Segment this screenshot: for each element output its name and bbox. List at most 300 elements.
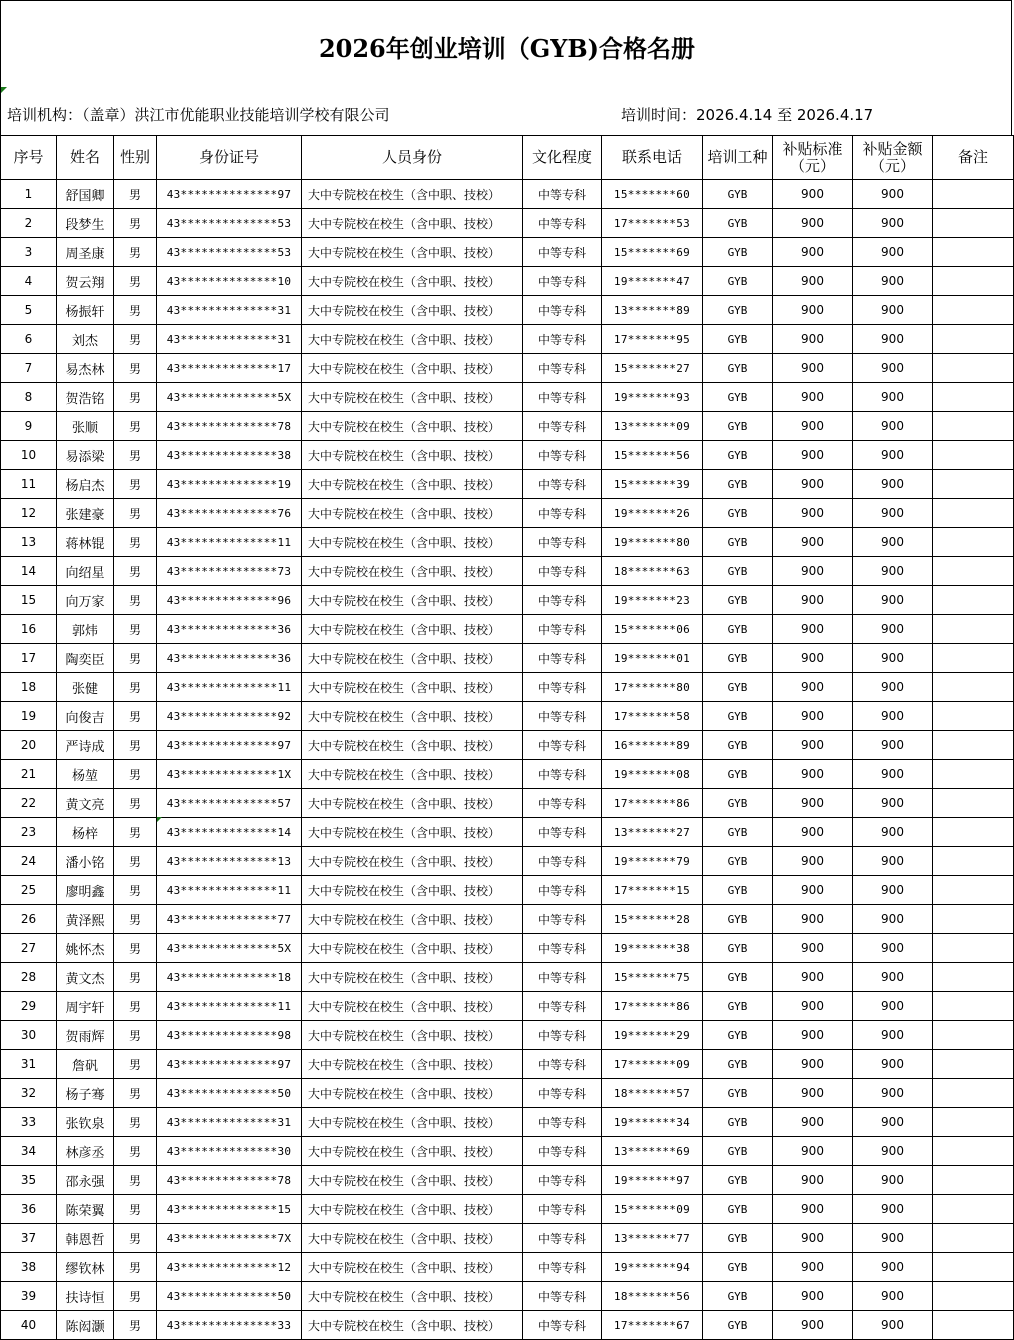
cell-subsidy-amount: 900 (853, 470, 933, 499)
cell-role: 大中专院校在校生（含中职、技校） (302, 180, 523, 209)
cell-role: 大中专院校在校生（含中职、技校） (302, 209, 523, 238)
cell-no: 1 (1, 180, 57, 209)
cell-education: 中等专科 (523, 470, 602, 499)
roster-body (1, 180, 1014, 1340)
cell-education: 中等专科 (523, 1021, 602, 1050)
cell-remarks (933, 1282, 1014, 1311)
cell-name: 黄泽熙 (57, 905, 114, 934)
cell-name: 邵永强 (57, 1166, 114, 1195)
cell-no: 37 (1, 1224, 57, 1253)
cell-name: 廖明鑫 (57, 876, 114, 905)
cell-role: 大中专院校在校生（含中职、技校） (302, 963, 523, 992)
cell-remarks (933, 1253, 1014, 1282)
cell-no: 22 (1, 789, 57, 818)
cell-sex: 男 (114, 528, 157, 557)
cell-phone: 15*******60 (602, 180, 703, 209)
cell-role: 大中专院校在校生（含中职、技校） (302, 325, 523, 354)
cell-sex: 男 (114, 383, 157, 412)
cell-subsidy-standard: 900 (773, 934, 853, 963)
cell-phone: 19*******08 (602, 760, 703, 789)
cell-education: 中等专科 (523, 325, 602, 354)
cell-training-type: GYB (703, 325, 773, 354)
cell-education: 中等专科 (523, 789, 602, 818)
cell-remarks (933, 1311, 1014, 1340)
cell-phone: 19*******38 (602, 934, 703, 963)
cell-training-type: GYB (703, 1166, 773, 1195)
cell-education: 中等专科 (523, 1108, 602, 1137)
cell-phone: 18*******63 (602, 557, 703, 586)
cell-no: 9 (1, 412, 57, 441)
cell-role: 大中专院校在校生（含中职、技校） (302, 702, 523, 731)
cell-training-type: GYB (703, 1079, 773, 1108)
cell-remarks (933, 992, 1014, 1021)
cell-subsidy-amount: 900 (853, 528, 933, 557)
cell-sex: 男 (114, 847, 157, 876)
cell-training-type: GYB (703, 499, 773, 528)
cell-no: 19 (1, 702, 57, 731)
cell-name: 陈荣翼 (57, 1195, 114, 1224)
cell-phone: 19*******97 (602, 1166, 703, 1195)
cell-remarks (933, 354, 1014, 383)
cell-subsidy-standard: 900 (773, 702, 853, 731)
cell-no: 10 (1, 441, 57, 470)
cell-name: 詹矾 (57, 1050, 114, 1079)
cell-role: 大中专院校在校生（含中职、技校） (302, 934, 523, 963)
cell-training-type: GYB (703, 876, 773, 905)
cell-sex: 男 (114, 702, 157, 731)
roster-table (0, 135, 1014, 1340)
cell-subsidy-amount: 900 (853, 586, 933, 615)
cell-phone: 19*******23 (602, 586, 703, 615)
cell-id-number: 43**************11 (157, 876, 302, 905)
cell-subsidy-amount: 900 (853, 789, 933, 818)
cell-training-type: GYB (703, 1253, 773, 1282)
cell-no: 26 (1, 905, 57, 934)
training-period: 培训时间：2026.4.14 至 2026.4.17 (621, 106, 874, 124)
cell-phone: 17*******80 (602, 673, 703, 702)
cell-name: 向绍星 (57, 557, 114, 586)
cell-phone: 15*******27 (602, 354, 703, 383)
cell-sex: 男 (114, 441, 157, 470)
cell-role: 大中专院校在校生（含中职、技校） (302, 847, 523, 876)
cell-training-type: GYB (703, 528, 773, 557)
cell-role: 大中专院校在校生（含中职、技校） (302, 818, 523, 847)
cell-subsidy-standard: 900 (773, 963, 853, 992)
table-row (1, 934, 1014, 963)
cell-remarks (933, 1224, 1014, 1253)
cell-training-type: GYB (703, 1108, 773, 1137)
cell-id-number: 43**************77 (157, 905, 302, 934)
cell-training-type: GYB (703, 586, 773, 615)
cell-training-type: GYB (703, 934, 773, 963)
cell-no: 4 (1, 267, 57, 296)
cell-subsidy-amount: 900 (853, 1253, 933, 1282)
cell-no: 35 (1, 1166, 57, 1195)
cell-education: 中等专科 (523, 644, 602, 673)
cell-training-type: GYB (703, 209, 773, 238)
cell-education: 中等专科 (523, 296, 602, 325)
cell-name: 扶诗恒 (57, 1282, 114, 1311)
cell-subsidy-amount: 900 (853, 296, 933, 325)
table-row (1, 1050, 1014, 1079)
cell-subsidy-amount: 900 (853, 557, 933, 586)
cell-role: 大中专院校在校生（含中职、技校） (302, 383, 523, 412)
cell-subsidy-amount: 900 (853, 934, 933, 963)
cell-subsidy-standard: 900 (773, 557, 853, 586)
cell-role: 大中专院校在校生（含中职、技校） (302, 528, 523, 557)
cell-id-number: 43**************17 (157, 354, 302, 383)
header-row (1, 136, 1014, 180)
cell-id-number: 43**************97 (157, 731, 302, 760)
cell-subsidy-standard: 900 (773, 180, 853, 209)
cell-sex: 男 (114, 180, 157, 209)
cell-sex: 男 (114, 1137, 157, 1166)
cell-role: 大中专院校在校生（含中职、技校） (302, 644, 523, 673)
cell-no: 24 (1, 847, 57, 876)
cell-id-number: 43**************36 (157, 615, 302, 644)
cell-remarks (933, 673, 1014, 702)
cell-sex: 男 (114, 644, 157, 673)
cell-remarks (933, 238, 1014, 267)
cell-name: 林彦丞 (57, 1137, 114, 1166)
cell-remarks (933, 644, 1014, 673)
cell-subsidy-amount: 900 (853, 412, 933, 441)
cell-training-type: GYB (703, 1282, 773, 1311)
cell-subsidy-standard: 900 (773, 1282, 853, 1311)
cell-remarks (933, 1079, 1014, 1108)
cell-phone: 19*******47 (602, 267, 703, 296)
col-header-id: 身份证号 (157, 136, 302, 180)
cell-subsidy-standard: 900 (773, 992, 853, 1021)
title-box (0, 0, 1012, 90)
cell-no: 27 (1, 934, 57, 963)
cell-no: 34 (1, 1137, 57, 1166)
cell-sex: 男 (114, 1108, 157, 1137)
cell-sex: 男 (114, 760, 157, 789)
cell-phone: 13*******09 (602, 412, 703, 441)
cell-role: 大中专院校在校生（含中职、技校） (302, 238, 523, 267)
cell-phone: 13*******77 (602, 1224, 703, 1253)
cell-education: 中等专科 (523, 1137, 602, 1166)
cell-phone: 15*******39 (602, 470, 703, 499)
cell-remarks (933, 383, 1014, 412)
cell-no: 20 (1, 731, 57, 760)
cell-no: 2 (1, 209, 57, 238)
cell-no: 21 (1, 760, 57, 789)
cell-name: 易添梁 (57, 441, 114, 470)
cell-subsidy-amount: 900 (853, 876, 933, 905)
cell-phone: 19*******34 (602, 1108, 703, 1137)
cell-name: 易杰林 (57, 354, 114, 383)
cell-subsidy-amount: 900 (853, 238, 933, 267)
cell-remarks (933, 615, 1014, 644)
cell-sex: 男 (114, 1253, 157, 1282)
cell-subsidy-amount: 900 (853, 441, 933, 470)
cell-remarks (933, 789, 1014, 818)
cell-no: 13 (1, 528, 57, 557)
col-header-education: 文化程度 (523, 136, 602, 180)
cell-sex: 男 (114, 1282, 157, 1311)
table-row (1, 1108, 1014, 1137)
cell-id-number: 43**************15 (157, 1195, 302, 1224)
cell-subsidy-amount: 900 (853, 1311, 933, 1340)
cell-name: 周圣康 (57, 238, 114, 267)
cell-training-type: GYB (703, 847, 773, 876)
cell-remarks (933, 557, 1014, 586)
cell-sex: 男 (114, 238, 157, 267)
cell-phone: 15*******06 (602, 615, 703, 644)
cell-education: 中等专科 (523, 499, 602, 528)
cell-sex: 男 (114, 209, 157, 238)
cell-name: 张建豪 (57, 499, 114, 528)
table-row (1, 470, 1014, 499)
cell-name: 缪钦林 (57, 1253, 114, 1282)
cell-role: 大中专院校在校生（含中职、技校） (302, 1137, 523, 1166)
cell-subsidy-standard: 900 (773, 325, 853, 354)
cell-training-type: GYB (703, 238, 773, 267)
cell-remarks (933, 267, 1014, 296)
cell-id-number: 43**************73 (157, 557, 302, 586)
cell-education: 中等专科 (523, 615, 602, 644)
cell-phone: 17*******86 (602, 789, 703, 818)
cell-subsidy-standard: 900 (773, 1166, 853, 1195)
cell-id-number: 43**************36 (157, 644, 302, 673)
training-organization: 培训机构：（盖章）洪江市优能职业技能培训学校有限公司 (7, 106, 390, 124)
cell-sex: 男 (114, 412, 157, 441)
cell-subsidy-standard: 900 (773, 1021, 853, 1050)
cell-phone: 17*******15 (602, 876, 703, 905)
cell-subsidy-standard: 900 (773, 354, 853, 383)
cell-training-type: GYB (703, 1195, 773, 1224)
cell-subsidy-standard: 900 (773, 499, 853, 528)
cell-education: 中等专科 (523, 1311, 602, 1340)
cell-education: 中等专科 (523, 412, 602, 441)
cell-subsidy-standard: 900 (773, 818, 853, 847)
cell-id-number: 43**************10 (157, 267, 302, 296)
cell-training-type: GYB (703, 267, 773, 296)
cell-id-number: 43**************53 (157, 209, 302, 238)
cell-remarks (933, 934, 1014, 963)
col-header-no: 序号 (1, 136, 57, 180)
cell-sex: 男 (114, 499, 157, 528)
cell-subsidy-amount: 900 (853, 1137, 933, 1166)
cell-id-number: 43**************19 (157, 470, 302, 499)
cell-role: 大中专院校在校生（含中职、技校） (302, 673, 523, 702)
cell-name: 陶奕臣 (57, 644, 114, 673)
cell-subsidy-amount: 900 (853, 905, 933, 934)
cell-education: 中等专科 (523, 1195, 602, 1224)
cell-education: 中等专科 (523, 876, 602, 905)
table-row (1, 441, 1014, 470)
cell-subsidy-amount: 900 (853, 1224, 933, 1253)
cell-subsidy-amount: 900 (853, 615, 933, 644)
cell-remarks (933, 1108, 1014, 1137)
cell-id-number: 43**************92 (157, 702, 302, 731)
cell-education: 中等专科 (523, 847, 602, 876)
meta-row (0, 90, 1012, 135)
table-row (1, 1224, 1014, 1253)
cell-role: 大中专院校在校生（含中职、技校） (302, 499, 523, 528)
cell-subsidy-standard: 900 (773, 615, 853, 644)
cell-training-type: GYB (703, 1050, 773, 1079)
table-row (1, 557, 1014, 586)
cell-remarks (933, 1021, 1014, 1050)
cell-id-number: 43**************31 (157, 1108, 302, 1137)
cell-education: 中等专科 (523, 586, 602, 615)
cell-id-number: 43**************30 (157, 1137, 302, 1166)
cell-id-number: 43**************18 (157, 963, 302, 992)
cell-education: 中等专科 (523, 354, 602, 383)
cell-subsidy-standard: 900 (773, 586, 853, 615)
table-row (1, 1137, 1014, 1166)
cell-id-number: 43**************13 (157, 847, 302, 876)
cell-subsidy-standard: 900 (773, 209, 853, 238)
cell-training-type: GYB (703, 1021, 773, 1050)
cell-role: 大中专院校在校生（含中职、技校） (302, 441, 523, 470)
cell-training-type: GYB (703, 354, 773, 383)
cell-id-number: 43**************5X (157, 383, 302, 412)
cell-no: 5 (1, 296, 57, 325)
cell-role: 大中专院校在校生（含中职、技校） (302, 1195, 523, 1224)
cell-id-number: 43**************53 (157, 238, 302, 267)
cell-role: 大中专院校在校生（含中职、技校） (302, 267, 523, 296)
col-header-training-type: 培训工种 (703, 136, 773, 180)
cell-subsidy-standard: 900 (773, 238, 853, 267)
cell-name: 周宇轩 (57, 992, 114, 1021)
cell-subsidy-standard: 900 (773, 760, 853, 789)
cell-role: 大中专院校在校生（含中职、技校） (302, 731, 523, 760)
cell-sex: 男 (114, 557, 157, 586)
cell-name: 严诗成 (57, 731, 114, 760)
cell-subsidy-standard: 900 (773, 644, 853, 673)
cell-remarks (933, 296, 1014, 325)
cell-no: 40 (1, 1311, 57, 1340)
table-row (1, 412, 1014, 441)
table-row (1, 1021, 1014, 1050)
cell-name: 贺雨辉 (57, 1021, 114, 1050)
cell-no: 39 (1, 1282, 57, 1311)
cell-id-number: 43**************11 (157, 992, 302, 1021)
cell-name: 陈闳灏 (57, 1311, 114, 1340)
cell-subsidy-amount: 900 (853, 731, 933, 760)
cell-education: 中等专科 (523, 1253, 602, 1282)
cell-remarks (933, 963, 1014, 992)
cell-subsidy-amount: 900 (853, 209, 933, 238)
table-row (1, 180, 1014, 209)
cell-id-number: 43**************11 (157, 528, 302, 557)
col-header-subsidy-amount: 补贴金额（元） (853, 136, 933, 180)
cell-subsidy-amount: 900 (853, 180, 933, 209)
cell-sex: 男 (114, 470, 157, 499)
cell-name: 刘杰 (57, 325, 114, 354)
cell-phone: 15*******75 (602, 963, 703, 992)
col-header-name: 姓名 (57, 136, 114, 180)
cell-no: 23 (1, 818, 57, 847)
cell-subsidy-standard: 900 (773, 296, 853, 325)
cell-phone: 18*******57 (602, 1079, 703, 1108)
cell-training-type: GYB (703, 644, 773, 673)
cell-training-type: GYB (703, 731, 773, 760)
table-row (1, 499, 1014, 528)
table-row (1, 238, 1014, 267)
cell-remarks (933, 847, 1014, 876)
cell-sex: 男 (114, 586, 157, 615)
cell-education: 中等专科 (523, 1224, 602, 1253)
cell-id-number: 43**************12 (157, 1253, 302, 1282)
cell-remarks (933, 1166, 1014, 1195)
cell-education: 中等专科 (523, 1282, 602, 1311)
cell-role: 大中专院校在校生（含中职、技校） (302, 1224, 523, 1253)
cell-id-number: 43**************78 (157, 1166, 302, 1195)
table-row (1, 644, 1014, 673)
cell-sex: 男 (114, 615, 157, 644)
table-row (1, 1195, 1014, 1224)
cell-name: 蒋林锟 (57, 528, 114, 557)
cell-subsidy-standard: 900 (773, 1253, 853, 1282)
cell-training-type: GYB (703, 296, 773, 325)
cell-remarks (933, 325, 1014, 354)
table-row (1, 528, 1014, 557)
cell-role: 大中专院校在校生（含中职、技校） (302, 1282, 523, 1311)
cell-role: 大中专院校在校生（含中职、技校） (302, 615, 523, 644)
table-row (1, 383, 1014, 412)
cell-subsidy-standard: 900 (773, 1195, 853, 1224)
cell-no: 6 (1, 325, 57, 354)
cell-sex: 男 (114, 267, 157, 296)
cell-phone: 15*******28 (602, 905, 703, 934)
cell-id-number: 43**************7X (157, 1224, 302, 1253)
cell-education: 中等专科 (523, 905, 602, 934)
cell-education: 中等专科 (523, 1166, 602, 1195)
cell-subsidy-amount: 900 (853, 673, 933, 702)
cell-subsidy-amount: 900 (853, 267, 933, 296)
cell-no: 32 (1, 1079, 57, 1108)
cell-phone: 17*******95 (602, 325, 703, 354)
cell-id-number: 43**************96 (157, 586, 302, 615)
cell-role: 大中专院校在校生（含中职、技校） (302, 557, 523, 586)
cell-education: 中等专科 (523, 760, 602, 789)
cell-comment-marker-icon (157, 817, 162, 822)
cell-remarks (933, 760, 1014, 789)
cell-education: 中等专科 (523, 818, 602, 847)
table-row (1, 992, 1014, 1021)
table-row (1, 905, 1014, 934)
cell-remarks (933, 731, 1014, 760)
table-row (1, 209, 1014, 238)
cell-name: 杨堃 (57, 760, 114, 789)
cell-education: 中等专科 (523, 992, 602, 1021)
cell-phone: 17*******67 (602, 1311, 703, 1340)
cell-no: 36 (1, 1195, 57, 1224)
cell-name: 韩恩哲 (57, 1224, 114, 1253)
cell-phone: 13*******27 (602, 818, 703, 847)
table-row (1, 963, 1014, 992)
cell-remarks (933, 209, 1014, 238)
cell-name: 张顺 (57, 412, 114, 441)
cell-training-type: GYB (703, 1137, 773, 1166)
table-row (1, 818, 1014, 847)
cell-sex: 男 (114, 296, 157, 325)
cell-phone: 19*******93 (602, 383, 703, 412)
cell-phone: 19*******79 (602, 847, 703, 876)
col-header-sex: 性别 (114, 136, 157, 180)
cell-training-type: GYB (703, 992, 773, 1021)
table-row (1, 586, 1014, 615)
cell-role: 大中专院校在校生（含中职、技校） (302, 1050, 523, 1079)
cell-education: 中等专科 (523, 934, 602, 963)
cell-name: 姚怀杰 (57, 934, 114, 963)
cell-training-type: GYB (703, 557, 773, 586)
